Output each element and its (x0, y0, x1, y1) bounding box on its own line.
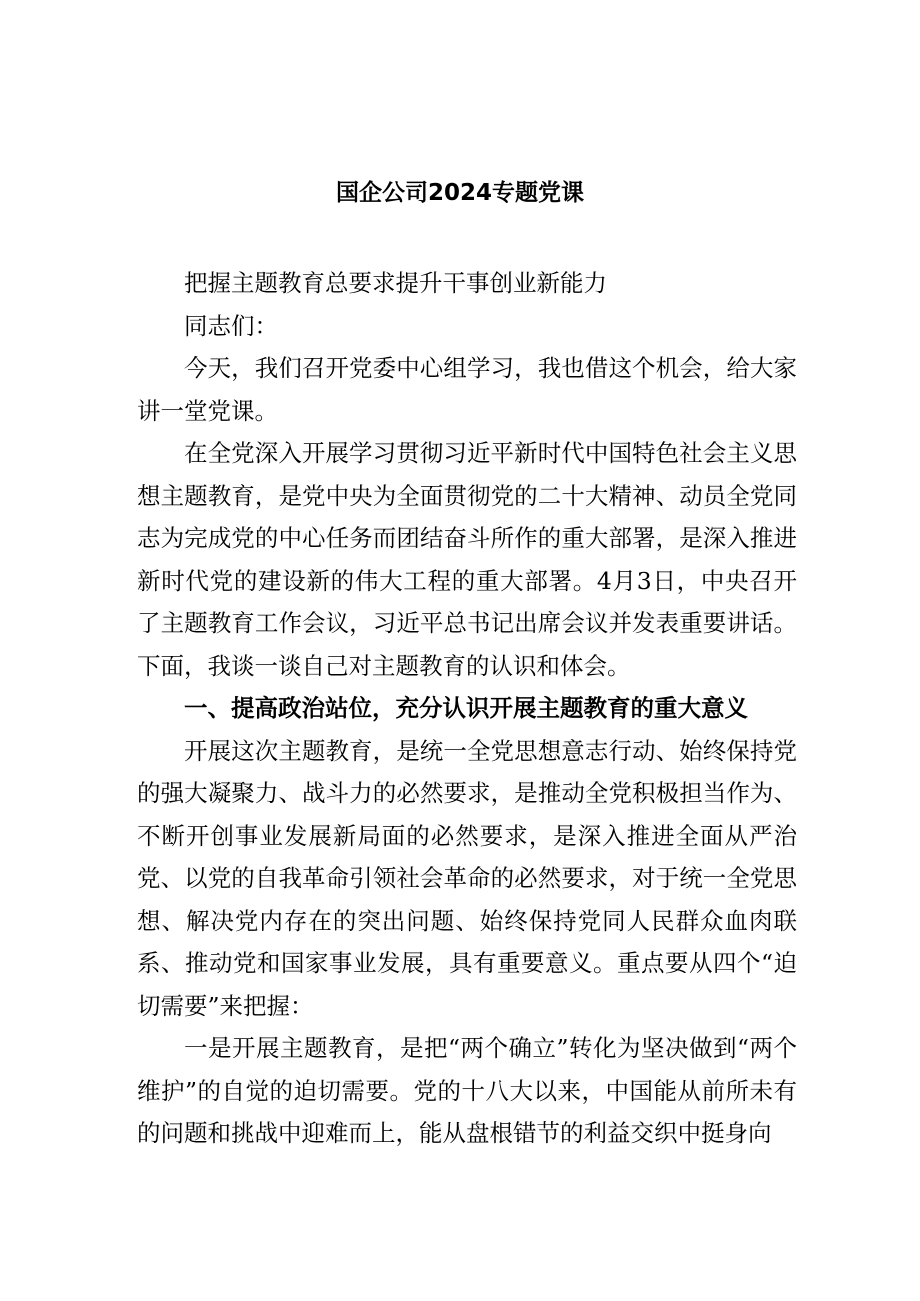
body-paragraph: 今天，我们召开党委中心组学习，我也借这个机会，给大家讲一堂党课。 (137, 354, 797, 425)
section-heading: 一、提高政治站位，充分认识开展主题教育的重大意义 (184, 694, 748, 722)
salutation-paragraph: 同志们： (184, 311, 278, 340)
body-paragraph: 开展这次主题教育，是统一全党思想意志行动、始终保持党的强大凝聚力、战斗力的必然要求，是推动全党积极担当作为、不断开创事业发展新局面的必然要求，是深入推进全面从严治党、以党的自我革命引领社会革命的必然要求，对于统一全党思想、解决党内存在的突出问题、始终保持党同人民群众血肉联系、推动党和国家事业发展，具有重要意义。重点要从四个“迫切需要”来把握： (137, 736, 797, 1020)
document-title: 国企公司2024专题党课 (335, 180, 584, 206)
body-paragraph: 一是开展主题教育，是把“两个确立”转化为坚决做到“两个维护”的自觉的迫切需要。党的十八大以来，中国能从前所未有的问题和挑战中迎难而上，能从盘根错节的利益交织中挺身向 (137, 1034, 797, 1147)
document-body (137, 262, 797, 1155)
body-paragraph: 在全党深入开展学习贯彻习近平新时代中国特色社会主义思想主题教育，是党中央为全面贯彻党的二十大精神、动员全党同志为完成党的中心任务而团结奋斗所作的重大部署，是深入推进新时代党的建设新的伟大工程的重大部署。4月3日，中央召开了主题教育工作会议，习近平总书记出席会议并发表重要讲话。下面，我谈一谈自己对主题教育的认识和体会。 (137, 439, 797, 680)
subtitle-paragraph: 把握主题教育总要求提升干事创业新能力 (184, 269, 607, 297)
